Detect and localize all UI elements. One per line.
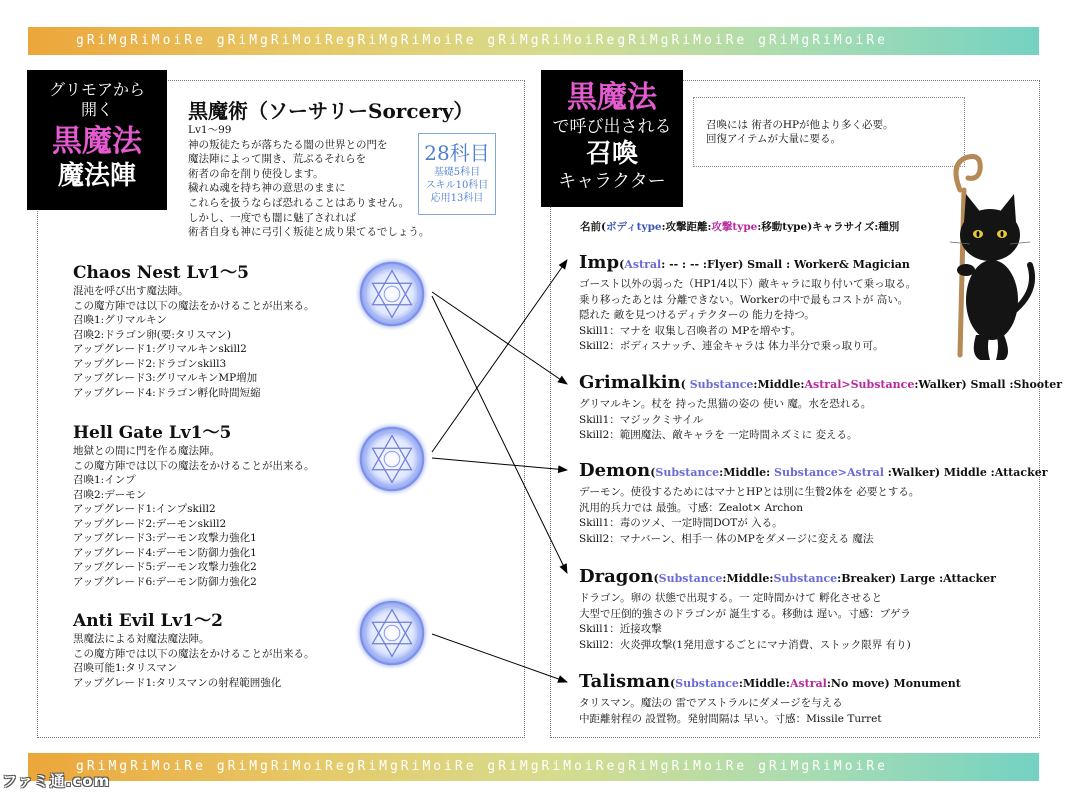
spec-part: :Middle: [753,378,805,391]
creature-line: Skill2：ボディスナッチ、連金キャラは 体力半分で乗っ取り可。 [579,340,884,353]
label-line-1: 黒魔法 [567,80,657,115]
creature-spec [619,258,910,271]
creature-demon [579,459,1047,547]
creature-spec [670,677,961,690]
creature-line: グリマルキン。杖を 持った黒猫の姿の 使い 魔。水を恐れる。 [579,398,872,410]
label-line-4: 魔法陣 [57,161,136,191]
creature-name: Grimalkin [579,372,681,393]
sorcery-line: 穢れぬ魂を持ち神の意思のままに [188,182,346,195]
creature-line: ゴースト以外の弱った（HP1/4以下）敵キャラに取り付いて乗っ取る。 [579,278,917,290]
spec-part: : -- : -- :Flyer) Small : Worker& Magician [661,258,910,271]
creature-line: 汎用的兵力では 最強。寸感：Zealot× Archon [579,501,803,514]
magic-line: 召喚1:インプ [73,474,136,486]
creature-format-legend [580,219,899,234]
spec-part: Substance [773,572,838,585]
sorcery-description [188,123,429,240]
spec-part: Astral>Substance [804,378,915,391]
spec-part: :Walker) Small :Shooter [914,378,1062,391]
spec-part: Substance [658,572,723,585]
magic-title: Anti Evil Lv1〜2 [73,611,223,631]
magic-circle-chaos-nest [73,262,315,400]
creature-name: Talisman [579,671,670,692]
creature-line: Skill2：範囲魔法、敵キャラを 一定時間ネズミに 変える。 [579,429,858,442]
top-banner: gRiMgRiMoiRe gRiMgRiMoiRegRiMgRiMoiRe gRiMgRiMoiRegRiMgRiMoiRe gRiMgRiMoiRe [28,27,1039,55]
magic-line: この魔方陣では以下の魔法をかけることが出来る。 [73,459,315,472]
magic-line: 地獄との間に門を作る魔法陣。 [73,445,220,457]
magic-line: アップグレード3:デーモン攻撃力強化1 [73,532,257,544]
subject-breakdown: 基礎5科目 [433,167,481,178]
subject-breakdown: 応用13科目 [430,193,484,204]
sorcery-line: 術者の命を削り使役します。 [188,167,324,180]
magic-line: この魔方陣では以下の魔法をかけることが出来る。 [73,299,315,312]
magic-line: 召喚2:ドラゴン卵(要:タリスマン) [73,328,232,341]
summon-label [541,70,683,207]
creature-line: 乗り移ったあとは 分離できない。Workerの中で最もコストが 高い。 [579,293,909,306]
note-line: 召喚には 術者のHPが他より多く必要。 [706,119,894,131]
spec-part: :No move) Monument [826,677,961,690]
magic-line: 召喚2:デーモン [73,488,147,501]
magic-line: アップグレード1:インプskill2 [73,503,216,515]
creature-line: 中距離射程の 設置物。発射間隔は 早い。寸感：Missile Turret [579,712,882,725]
label-line-3: 召喚 [585,139,638,169]
creature-line: ドラゴン。卵の 状態で出現する。一 定時間かけて 孵化させると [579,592,883,604]
bottom-banner: gRiMgRiMoiRe gRiMgRiMoiRegRiMgRiMoiRe gRiMgRiMoiRegRiMgRiMoiRe gRiMgRiMoiRe [28,753,1039,781]
creature-spec [681,378,1062,391]
sorcery-line: 術者自身も神に弓引く叛徒と成り果てるでしょう。 [188,226,430,239]
magic-circle-label [27,70,167,210]
magic-line: 黒魔法による対魔法魔法陣。 [73,633,210,645]
legend-range: :攻撃距離: [661,221,712,233]
note-line: 回復アイテムが大量に要る。 [706,133,842,145]
creature-dragon [579,565,996,653]
magic-line: 混沌を呼び出す魔法陣。 [73,285,189,297]
magic-line: アップグレード1:グリマルキンskill2 [73,343,247,355]
magic-line: アップグレード4:デーモン防御力強化1 [73,546,257,559]
magic-line: アップグレード5:デーモン攻撃力強化2 [73,561,257,573]
spec-part: :Walker) Middle :Attacker [883,466,1048,479]
sorcery-title: 黒魔術（ソーサリーSorcery） [188,99,474,123]
creature-line: Skill1：マジックミサイル [579,413,704,426]
spec-part: ( [669,677,676,690]
magic-line: アップグレード1:タリスマンの射程範囲強化 [73,676,282,689]
spec-part: ( [650,466,656,479]
chaos-nest-circle-icon [353,255,431,333]
magic-line: アップグレード3:グリマルキンMP増加 [73,372,258,384]
creature-line: タリスマン。魔法の 雷でアストラルにダメージを与える [579,697,843,709]
anti-evil-circle-icon [353,594,431,672]
magic-line: 召喚可能1:タリスマン [73,662,178,674]
label-line-2: で呼び出される [552,117,672,137]
label-line-2: 開く [80,100,113,119]
sorcery-line: これらを扱うならば恐れることはありません。 [188,196,410,209]
spec-part: Astral [624,258,662,271]
subject-count-box [418,133,496,215]
spec-part: :Middle: [738,677,790,690]
creature-line: Skill2：火炎弾攻撃(1発用意するごとにマナ消費、ストック限界 有り) [579,638,911,651]
black-cat-illustration [920,150,1040,365]
magic-line: アップグレード4:ドラゴン孵化時間短縮 [73,386,261,399]
legend-attack-type: 攻撃type [711,221,758,233]
subject-total: 28科目 [424,141,490,165]
magic-line: この魔方陣では以下の魔法をかけることが出来る。 [73,647,315,660]
magic-line: アップグレード6:デーモン防御力強化2 [73,575,257,588]
spec-part: Substance [689,378,754,391]
spec-part: Substance [675,677,739,690]
sorcery-line: 神の叛徒たちが落ちたる闇の世界との門を [188,138,388,151]
spec-part: ( [680,378,690,391]
sorcery-line: しかし、一度でも闇に魅了されれば [188,211,356,224]
magic-line: アップグレード2:デーモンskill2 [73,517,227,530]
sorcery-line: Lv1〜99 [188,124,232,136]
creature-line: Skill1：マナを 収集し召喚者の MPを増やす。 [579,324,801,337]
creature-spec [653,572,995,585]
spec-part: Substance>Astral [774,466,884,479]
spec-part: :Middle: [722,572,774,585]
creature-line: Skill1：毒のツメ、一定時間DOTが 入る。 [579,517,783,530]
spec-part: :Middle: [719,466,775,479]
spec-part: ( [619,258,625,271]
spec-part: Astral [789,677,827,690]
creature-name: Imp [579,252,620,273]
subject-breakdown: スキル10科目 [425,180,489,191]
creature-imp [579,251,916,355]
magic-title: Chaos Nest Lv1〜5 [73,263,249,283]
spec-part: Substance [655,466,720,479]
legend-prefix: 名前( [580,221,606,233]
creature-talisman [579,670,961,727]
label-line-3: 黒魔法 [52,124,142,159]
creature-line: デーモン。使役するためにはマナとHPとは別に生贄2体を 必要とする。 [579,486,920,498]
creature-grimalkin [579,371,1062,444]
legend-body-type: ボディtype [605,221,662,233]
magic-circle-anti-evil [73,610,315,690]
creature-line: Skill2：マナバーン、相手一 体のMPをダメージに変える 魔法 [579,532,874,545]
site-watermark: ファミ通.com [2,772,111,790]
label-line-1: グリモアから [48,80,145,99]
creature-spec [650,466,1047,479]
magic-line: 召喚1:グリマルキン [73,314,167,326]
creature-line: 隠れた 敵を見つけるディテクターの 能力を持つ。 [579,309,815,322]
legend-rest: :移動type)キャラサイズ:種別 [757,221,900,233]
spec-part: ( [653,572,659,585]
label-line-4: キャラクター [558,171,666,192]
sorcery-line: 魔法陣によって開き、荒ぶるそれらを [188,153,367,166]
magic-line: アップグレード2:ドラゴンskill3 [73,357,227,370]
hell-gate-circle-icon [353,420,431,498]
spec-part: :Breaker) Large :Attacker [837,572,996,585]
creature-name: Dragon [579,566,654,587]
creature-line: Skill1：近接攻撃 [579,623,662,636]
magic-title: Hell Gate Lv1〜5 [73,423,232,443]
creature-line: 大型で圧倒的強さのドラゴンが 誕生する。移動は 遅い。寸感：ブゲラ [579,607,911,620]
magic-circle-hell-gate [73,422,315,589]
creature-name: Demon [579,460,651,481]
